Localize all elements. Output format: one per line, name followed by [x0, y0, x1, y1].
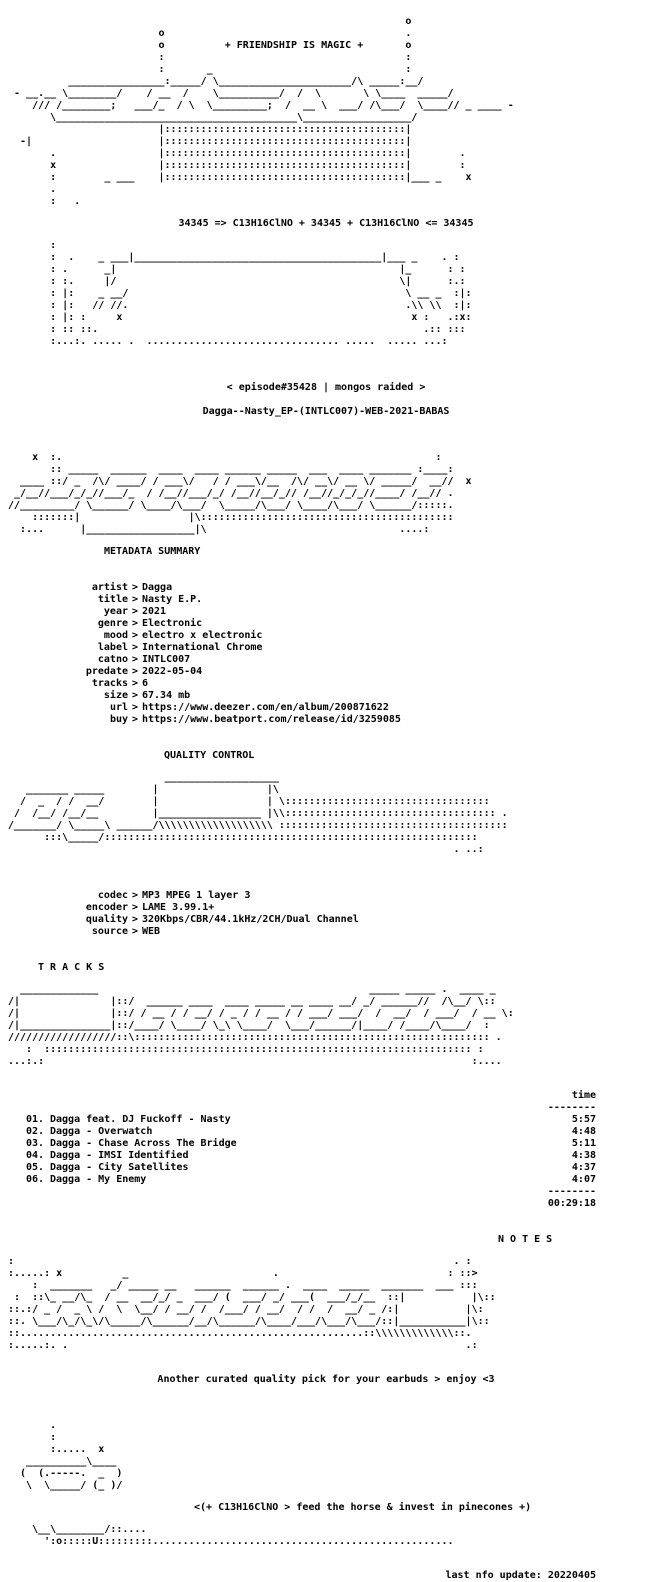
track-duration: 4:48 [571, 1126, 596, 1137]
track-duration: 5:57 [571, 1114, 596, 1125]
field-value: https://www.deezer.com/en/album/200871622 [142, 702, 389, 713]
tracks-section-title: T R A C K S [38, 962, 105, 973]
track-number: 05. [25, 1162, 44, 1173]
field-value: LAME 3.99.1+ [142, 902, 215, 913]
footer-ascii-art-bottom: \__\________/::.... ':o:::::U:::::::::.................................................. [32, 1524, 454, 1547]
field-row [8, 630, 644, 642]
quality-fields [8, 890, 644, 938]
track-title: Dagga feat. DJ Fuckoff - Nasty [50, 1114, 231, 1125]
track-duration: 4:37 [571, 1162, 596, 1173]
field-value: electro x electronic [142, 630, 263, 641]
field-separator: > [131, 890, 139, 901]
field-separator: > [131, 582, 139, 593]
field-key: title [97, 594, 128, 605]
field-value: International Chrome [142, 642, 263, 653]
field-value: 2021 [142, 606, 167, 617]
field-separator: > [131, 714, 139, 725]
field-key: genre [97, 618, 128, 629]
field-key: artist [91, 582, 128, 593]
formula-line: 34345 => C13H16ClNO + 34345 + C13H16ClNO <= 34345 [178, 218, 474, 229]
total-duration: 00:29:18 [547, 1198, 596, 1209]
field-separator: > [131, 594, 139, 605]
field-separator: > [131, 642, 139, 653]
track-row [8, 1126, 644, 1138]
field-row [8, 926, 644, 938]
footer-ascii-art: . : :..... x __________\____ ( (.-----. _ ) \ \_____/ (_ )/ [20, 1420, 123, 1491]
tracks-ascii-art: _____________ _____ _____ . ____ _ /| |::/ ______ ____ ____ _____ __ ____ __/ _/ ______// /\__/ \:: /| |::/ / __ / / __/ / _ / / __ / / ___/ ___/ / __/ / ___/ / __ \: /|_______________|::/____/ \____/ \_\ \____/ \___/______/|____/ /____/\____/ : //////////////////::\::::::::::::::::::::::::::::::::::::::::::::::::::::::::::: . : ::::::::::::::::::::::::::::::::::::::::::::::::::::::::::::::::::::::: : ...:.: :.... [8, 984, 514, 1067]
field-separator: > [131, 666, 139, 677]
last-update: last nfo update: 20220405 [445, 1570, 596, 1581]
quality-section-title: QUALITY CONTROL [164, 750, 255, 761]
field-value: 2022-05-04 [142, 666, 203, 677]
field-row [8, 654, 644, 666]
field-row [8, 666, 644, 678]
field-value: WEB [142, 926, 161, 937]
metadata-section-title: METADATA SUMMARY [104, 546, 201, 557]
field-separator: > [131, 690, 139, 701]
track-row [8, 1162, 644, 1174]
field-value: 320Kbps/CBR/44.1kHz/2CH/Dual Channel [142, 914, 359, 925]
field-key: url [109, 702, 128, 713]
field-key: predate [85, 666, 128, 677]
track-row [8, 1138, 644, 1150]
track-duration: 4:38 [571, 1150, 596, 1161]
time-header-rule: -------- [547, 1102, 596, 1113]
field-value: INTLC007 [142, 654, 191, 665]
track-number: 02. [25, 1126, 44, 1137]
time-column-header: time [571, 1090, 596, 1101]
field-row [8, 714, 644, 726]
track-row [8, 1174, 644, 1186]
track-list [8, 1114, 644, 1186]
field-value: Dagga [142, 582, 173, 593]
field-separator: > [131, 606, 139, 617]
release-name: Dagga--Nasty_EP-(INTLC007)-WEB-2021-BABAS [202, 406, 450, 417]
field-key: mood [103, 630, 128, 641]
field-key: catno [97, 654, 128, 665]
field-key: tracks [91, 678, 128, 689]
track-title: Dagga - IMSI Identified [50, 1150, 189, 1161]
nfo-document [8, 6, 644, 1582]
track-row [8, 1114, 644, 1126]
notes-text: Another curated quality pick for your earbuds > enjoy <3 [157, 1374, 495, 1385]
track-row [8, 1150, 644, 1162]
field-row [8, 914, 644, 926]
track-duration: 5:11 [571, 1138, 596, 1149]
track-number: 04. [25, 1150, 44, 1161]
field-key: codec [97, 890, 128, 901]
track-title: Dagga - Overwatch [50, 1126, 153, 1137]
header-ascii-art-bottom: : : . _ ___|_________________________________________|___ _ . : : . _| |_ : : : :. |/ \| :.: : |: _ __/ \ __ _ :|: : |: // //. .\\ \\ :|: : |: : x x : .:x: : :: ::. .:: ::: :...:. ..... . ................................ ..... ..... ...: [50, 240, 472, 347]
notes-ascii-art: : . : :.....: x _ . : ::> : _______ _/ _____ __ ______ ______ . ____ _____ _______ ___ ::: : ::\_ __/\_ / __ __/_/ _ ___/ ( ___/ _/ ___( ___/_/__ ::| |\:: ::.:/ _ / _ \ / \ \__/ / __/ / /___/ / __/ / / / __/ _ /:| |\: ::. \___/\_/\_\/\_____/\______/__/\______/\____/___/\___/\___/::|___________|\:: ::.........................................................::\\\\\\\\\\\\\::. :.....:. . .: [8, 1256, 496, 1351]
quality-ascii-art: ___________________ _______ _____ | |\ / _ / / __/ | | \:::::::::::::::::::::::::::::::::: / /__/ /__/__ |_________________ |\\::::::::::::::::::::::::::::::::::: . /_______/ \_____\ ______/\\\\\\\\\\\\\\\\\\\ :::::::::::::::::::::::::::::::::::::: :::\_____/:::::::::::::::::::::::::::::::::::::::::::::::::::::::::::::: . ..: [8, 772, 508, 855]
field-value: Electronic [142, 618, 203, 629]
episode-line: < episode#35428 | mongos raided > [226, 382, 426, 393]
field-value: https://www.beatport.com/release/id/3259085 [142, 714, 401, 725]
track-title: Dagga - My Enemy [50, 1174, 147, 1185]
field-key: size [103, 690, 128, 701]
field-row [8, 702, 644, 714]
field-key: source [91, 926, 128, 937]
field-separator: > [131, 902, 139, 913]
track-duration: 4:07 [571, 1174, 596, 1185]
field-row [8, 642, 644, 654]
field-value: 6 [142, 678, 149, 689]
field-row [8, 606, 644, 618]
field-separator: > [131, 630, 139, 641]
field-row [8, 890, 644, 902]
metadata-ascii-art: x :. : :: _____ ______ ____ ____ ______ _____ ___ ____ _______ :____: ____ ::/ _ /\/ ____/ / ___\/ / / ___\/__ /\/ __\/ __ \/ _____/ __// x _/__//___/_/_//___/_ / /__//___/_/ /__//__/_// /__//_/_/_//____/ /__// . //_________/ \______/ \____/\___/ \_____/\___/ \____/\___/ \______/:::::. :::::::| |\:::::::::::::::::::::::::::::::::::::::::: :... |__________________|\ ....: [8, 452, 472, 535]
field-value: Nasty E.P. [142, 594, 203, 605]
field-key: label [97, 642, 128, 653]
field-row [8, 582, 644, 594]
field-key: encoder [85, 902, 128, 913]
field-row [8, 902, 644, 914]
field-key: quality [85, 914, 128, 925]
field-separator: > [131, 678, 139, 689]
field-separator: > [131, 914, 139, 925]
metadata-fields [8, 582, 644, 726]
field-row [8, 678, 644, 690]
notes-section-title: N O T E S [498, 1234, 553, 1245]
track-title: Dagga - City Satellites [50, 1162, 189, 1173]
field-separator: > [131, 618, 139, 629]
field-separator: > [131, 702, 139, 713]
field-key: buy [109, 714, 128, 725]
track-number: 01. [25, 1114, 44, 1125]
footer-tagline: <(+ C13H16ClNO > feed the horse & invest in pinecones +) [194, 1502, 532, 1513]
track-number: 06. [25, 1174, 44, 1185]
field-value: 67.34 mb [142, 690, 191, 701]
field-separator: > [131, 654, 139, 665]
header-ascii-art: o o . o + FRIENDSHIP IS MAGIC + o : : : _ : ________________:_____/ \______________________/\ _____:__/ - __.__ \________/ / __ / \__________/ / \ \ \____ _____/ /// /________; ___/_ / \ \_________; / __ \ ___/ /\___/ \____// _ ____ - \________________________________________\__________________/ |::::::::::::::::::::::::::::::::::::::::| -| |::::::::::::::::::::::::::::::::::::::::| . |::::::::::::::::::::::::::::::::::::::::| . x |::::::::::::::::::::::::::::::::::::::::| : : _ ___ |::::::::::::::::::::::::::::::::::::::::|___ _ x . : . [14, 16, 514, 207]
field-key: year [103, 606, 128, 617]
field-row [8, 594, 644, 606]
field-row [8, 618, 644, 630]
field-row [8, 690, 644, 702]
field-value: MP3 MPEG 1 layer 3 [142, 890, 251, 901]
total-rule: -------- [547, 1186, 596, 1197]
track-number: 03. [25, 1138, 44, 1149]
field-separator: > [131, 926, 139, 937]
track-title: Dagga - Chase Across The Bridge [50, 1138, 237, 1149]
